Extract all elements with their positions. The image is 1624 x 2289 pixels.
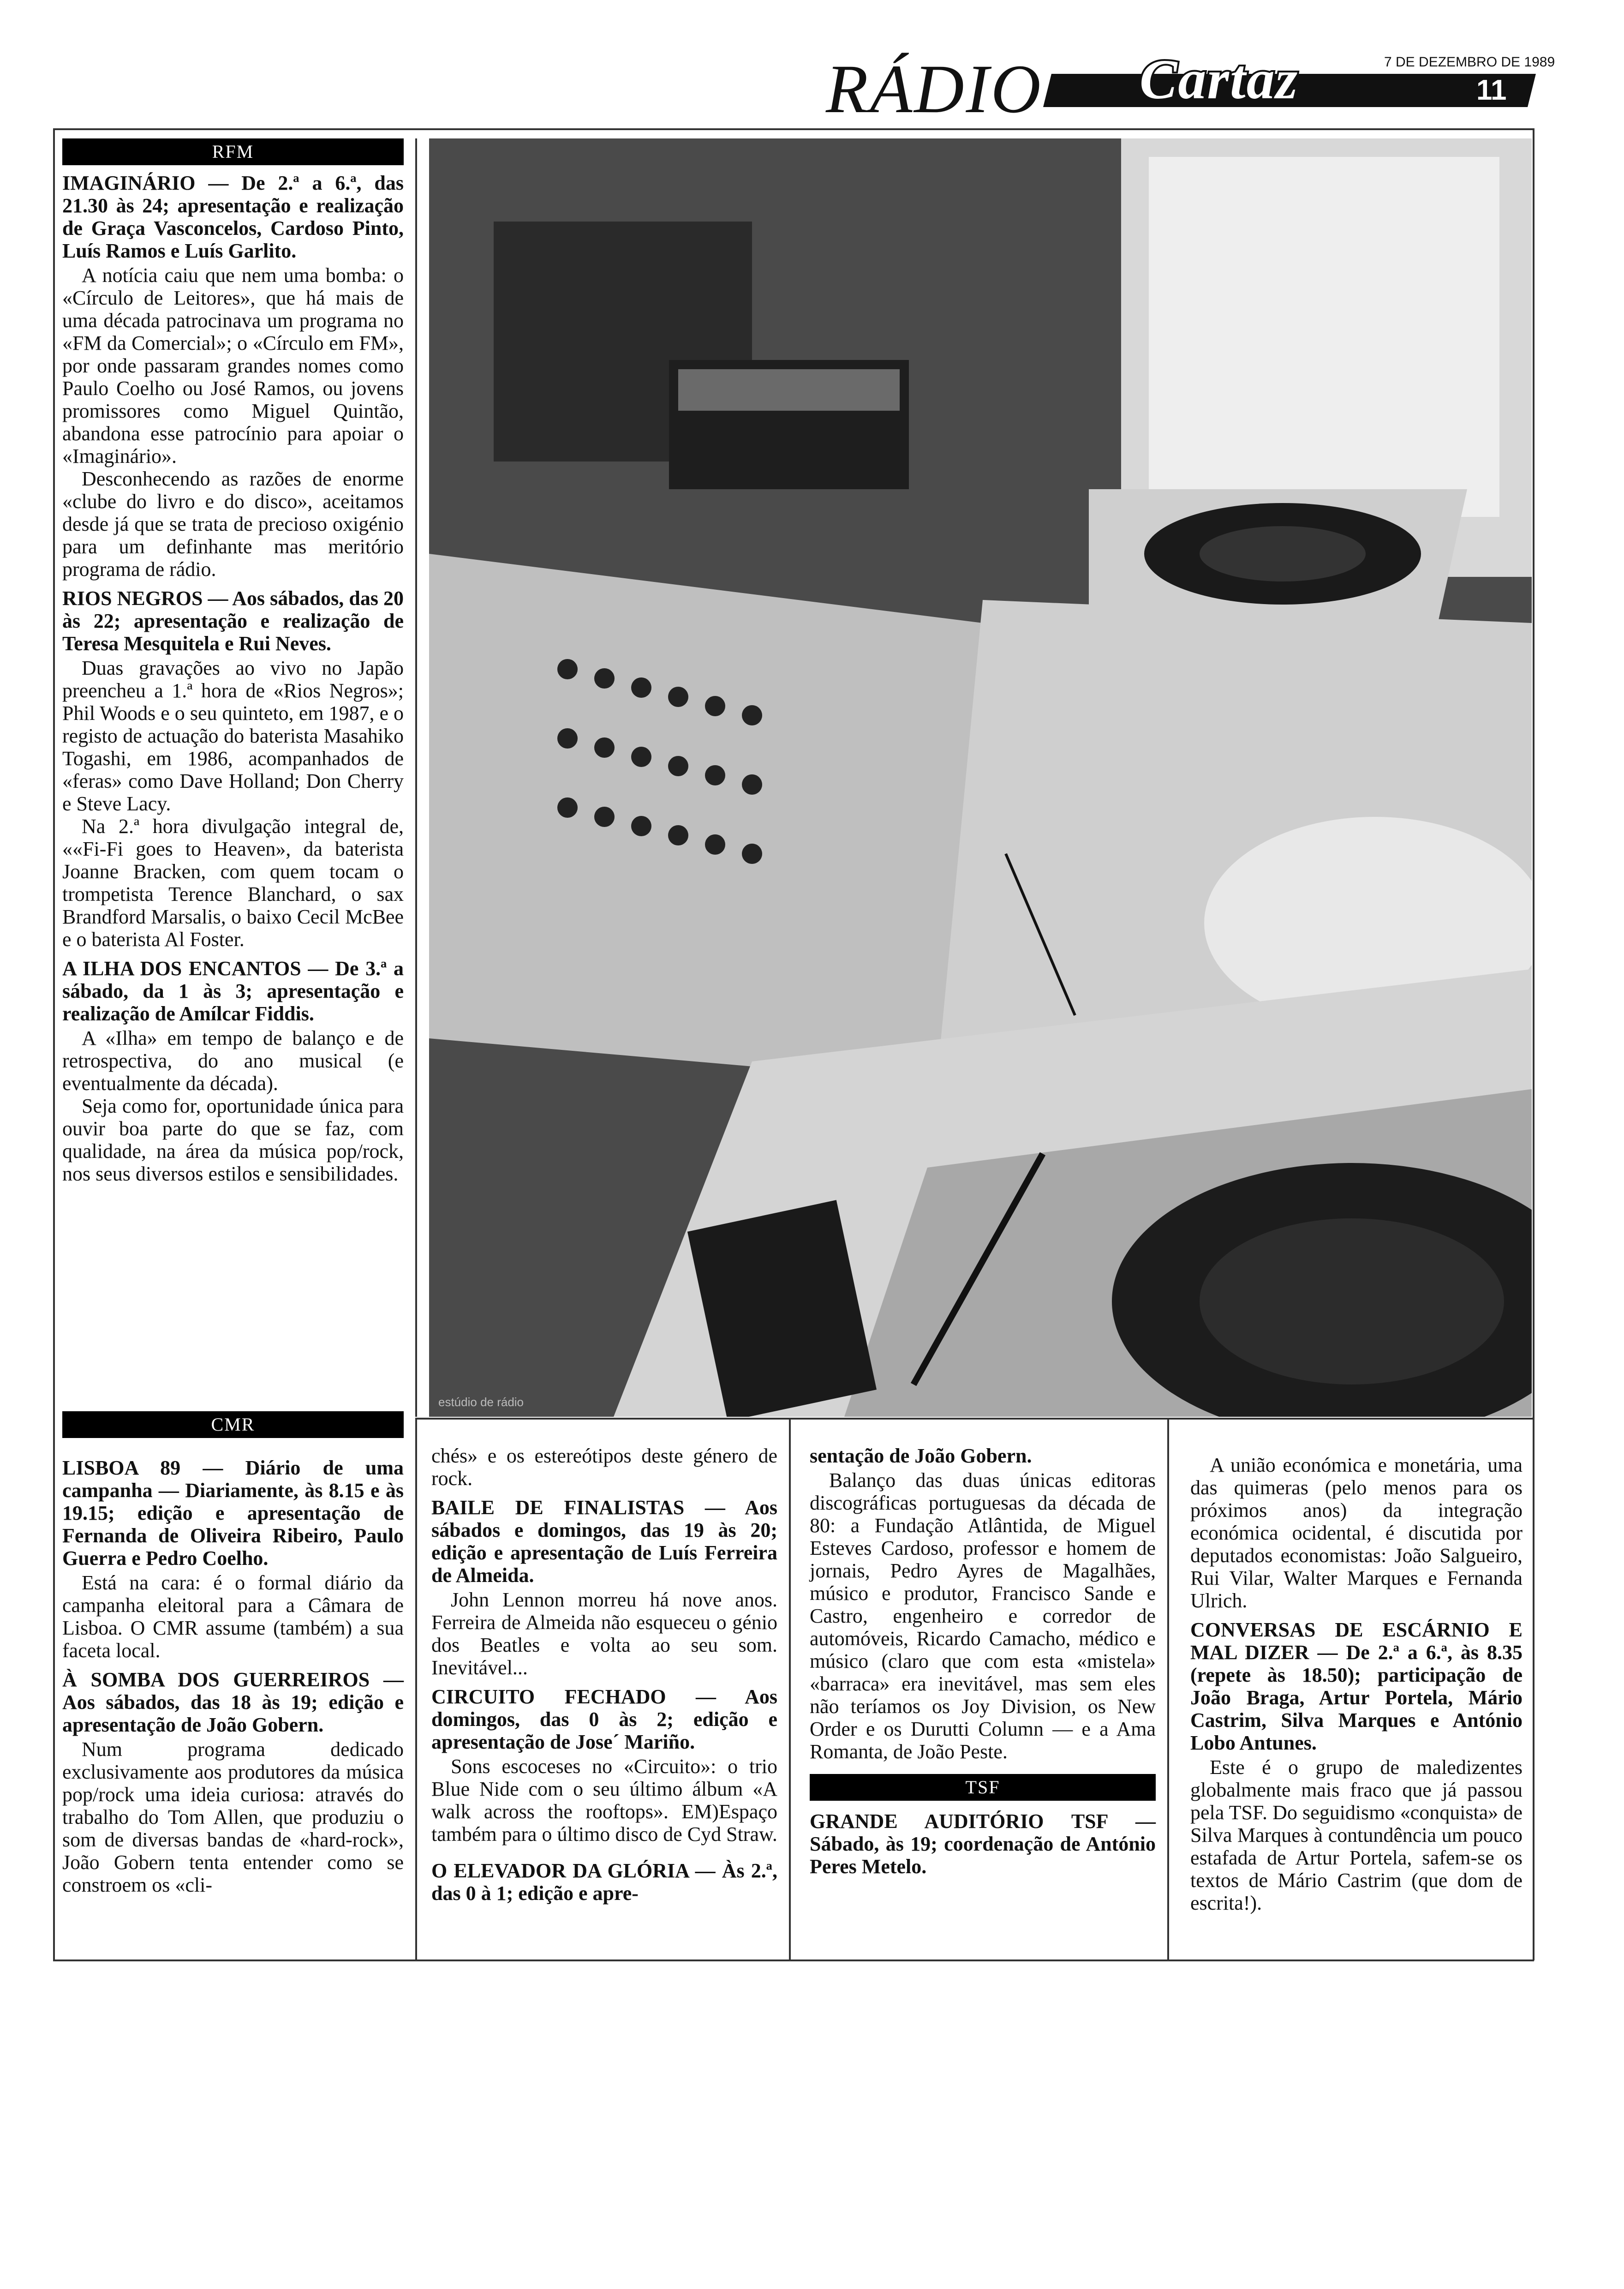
studio-photo: [429, 138, 1532, 1417]
right-rule: [1533, 128, 1534, 1960]
station-header-cmr: CMR: [62, 1411, 404, 1438]
article-paragraph: Na 2.ª hora divulgação integral de, ««Fi-Fi goes to Heaven», da baterista Joanne Bracken, com quem tocam o trompetista Terence Blanchard, o sax Brandford Marsalis, o baixo Cecil McBee e o baterista Al Foster.: [62, 815, 404, 951]
rfm-column: [62, 138, 404, 1185]
article-paragraph: Está na cara: é o formal diário da campanha eleitoral para a Câmara de Lisboa. O CMR assume (também) a sua faceta local.: [62, 1571, 404, 1662]
article-paragraph: Duas gravações ao vivo no Japão preencheu a 1.ª hora de «Rios Negros»; Phil Woods e o seu quinteto, em 1987, e o registo de actuação do baterista Masahiko Togashi, em 1986, acompanhados de «feras» como Dave Holland; Don Cherry e Steve Lacy.: [62, 657, 404, 815]
article-paragraph: Desconhecendo as razões de enorme «clube do livro e do disco», aceitamos desde já que se trata de precioso oxigénio para um definhante mas meritório programa de rádio.: [62, 467, 404, 581]
article-paragraph: Seja como for, oportunidade única para ouvir boa parte do que se faz, com qualidade, na área da música pop/rock, nos seus diversos estilos e sensibilidades.: [62, 1095, 404, 1185]
station-header-rfm: RFM: [62, 138, 404, 165]
program-heading: LISBOA 89 — Diário de uma campanha — Diariamente, às 8.15 e às 19.15; edição e apresentação de Fernanda de Oliveira Ribeiro, Paulo Guerra e Pedro Coelho.: [62, 1456, 404, 1570]
article-paragraph: A notícia caiu que nem uma bomba: o «Círculo de Leitores», que há mais de uma década patrocinava um programa no «FM da Comercial»; o «Círculo em FM», por onde passaram grandes nomes como Paulo Coelho ou José Ramos, ou jovens promissores como Miguel Quintão, abandona esse patrocínio para apoiar o «Imaginário».: [62, 264, 404, 467]
column-rule: [415, 138, 417, 1417]
program-heading: CONVERSAS DE ESCÁRNIO E MAL DIZER — De 2.ª a 6.ª, às 8.35 (repete às 18.50); participação de João Braga, Artur Portela, Mário Castrim, Silva Marques e António Lobo Antunes.: [1190, 1618, 1522, 1754]
article-paragraph: Este é o grupo de maledizentes globalmente mais fraco que já passou pela TSF. Do seguidismo «conquista» de Silva Marques à contundência um pouco estafada de Artur Portela, safem-se os textos de Mário Castrim (que dom de escrita!).: [1190, 1756, 1522, 1914]
photo-bottom-rule: [415, 1418, 1534, 1420]
article-column-2: [431, 1444, 777, 1906]
article-paragraph: A «Ilha» em tempo de balanço e de retrospectiva, do ano musical (e eventualmente da década).: [62, 1027, 404, 1095]
top-rule: [53, 128, 1534, 130]
section-title: RÁDIO: [826, 51, 1043, 127]
column-rule: [1167, 1418, 1169, 1959]
program-heading: A ILHA DOS ENCANTOS — De 3.ª a sábado, da 1 às 3; apresentação e realização de Amílcar Fiddis.: [62, 957, 404, 1025]
brand-logo: Cartaz: [1140, 48, 1299, 111]
article-paragraph: Balanço das duas únicas editoras discográficas portuguesas da década de 80: a Fundação Atlântida, de Miguel Esteves Cardoso, professor e homem de jornais, Pedro Ayres de Magalhães, músico e produtor, Francisco Sande e Castro, engenheiro e corredor de automóveis, Ricardo Camacho, médico e músico (claro que com esta «mistela» «barraca» era inevitável, mas sem eles não teríamos os Joy Division, os New Order e os Durutti Column — e a Ama Romanta, de João Peste.: [810, 1469, 1156, 1763]
issue-date: 7 DE DEZEMBRO DE 1989: [1384, 54, 1555, 70]
article-column-3: [810, 1444, 1156, 1880]
photo-label: estúdio de rádio: [438, 1395, 524, 1409]
article-paragraph: A união económica e monetária, uma das quimeras (pelo menos para os próximos anos) da integração económica ocidental, é discutida por deputados economistas: João Salgueiro, Rui Vilar, Walter Marques e Fernanda Ulrich.: [1190, 1454, 1522, 1612]
program-heading: IMAGINÁRIO — De 2.ª a 6.ª, das 21.30 às 24; apresentação e realização de Graça Vasconcelos, Cardoso Pinto, Luís Ramos e Luís Garlito.: [62, 172, 404, 262]
article-paragraph: John Lennon morreu há nove anos. Ferreira de Almeida não esqueceu o génio dos Beatles e volta ao seu som. Inevitável...: [431, 1588, 777, 1679]
article-paragraph: Sons escoceses no «Circuito»: o trio Blue Nide com o seu último álbum «A walk across the rooftops». EM)Espaço também para o último disco de Cyd Straw.: [431, 1755, 777, 1846]
program-heading: sentação de João Gobern.: [810, 1444, 1032, 1467]
article-paragraph: chés» e os estereótipos deste género de rock.: [431, 1444, 777, 1490]
program-heading: À SOMBA DOS GUERREIROS — Aos sábados, das 18 às 19; edição e apresentação de João Gobern.: [62, 1668, 404, 1736]
page-number: 11: [1476, 74, 1507, 106]
column-rule: [789, 1418, 791, 1959]
program-heading: BAILE DE FINALISTAS — Aos sábados e domingos, das 19 às 20; edição e apresentação de Luís Ferreira de Almeida.: [431, 1496, 777, 1587]
program-heading: O ELEVADOR DA GLÓRIA — Às 2.ª, das 0 à 1; edição e apre-: [431, 1859, 777, 1905]
station-header-tsf: TSF: [810, 1774, 1156, 1801]
article-column-4: [1190, 1454, 1522, 1914]
column-rule: [415, 1418, 417, 1959]
left-rule: [53, 128, 55, 1960]
program-heading: GRANDE AUDITÓRIO TSF — Sábado, às 19; coordenação de António Peres Metelo.: [810, 1810, 1156, 1878]
program-heading: CIRCUITO FECHADO — Aos domingos, das 0 às 2; edição e apresentação de Jose´ Mariño.: [431, 1685, 777, 1753]
program-heading: RIOS NEGROS — Aos sábados, das 20 às 22; apresentação e realização de Teresa Mesquitela e Rui Neves.: [62, 587, 404, 655]
studio-photo-graphic: [429, 138, 1532, 1417]
cmr-column: [62, 1411, 404, 1896]
article-paragraph: Num programa dedicado exclusivamente aos produtores da música pop/rock uma ideia curiosa: através do trabalho do Tom Allen, que produziu o som de diversas bandas de «hard-rock», João Gobern tenta entender como se constroem os «cli-: [62, 1738, 404, 1896]
bottom-rule: [53, 1959, 1534, 1961]
